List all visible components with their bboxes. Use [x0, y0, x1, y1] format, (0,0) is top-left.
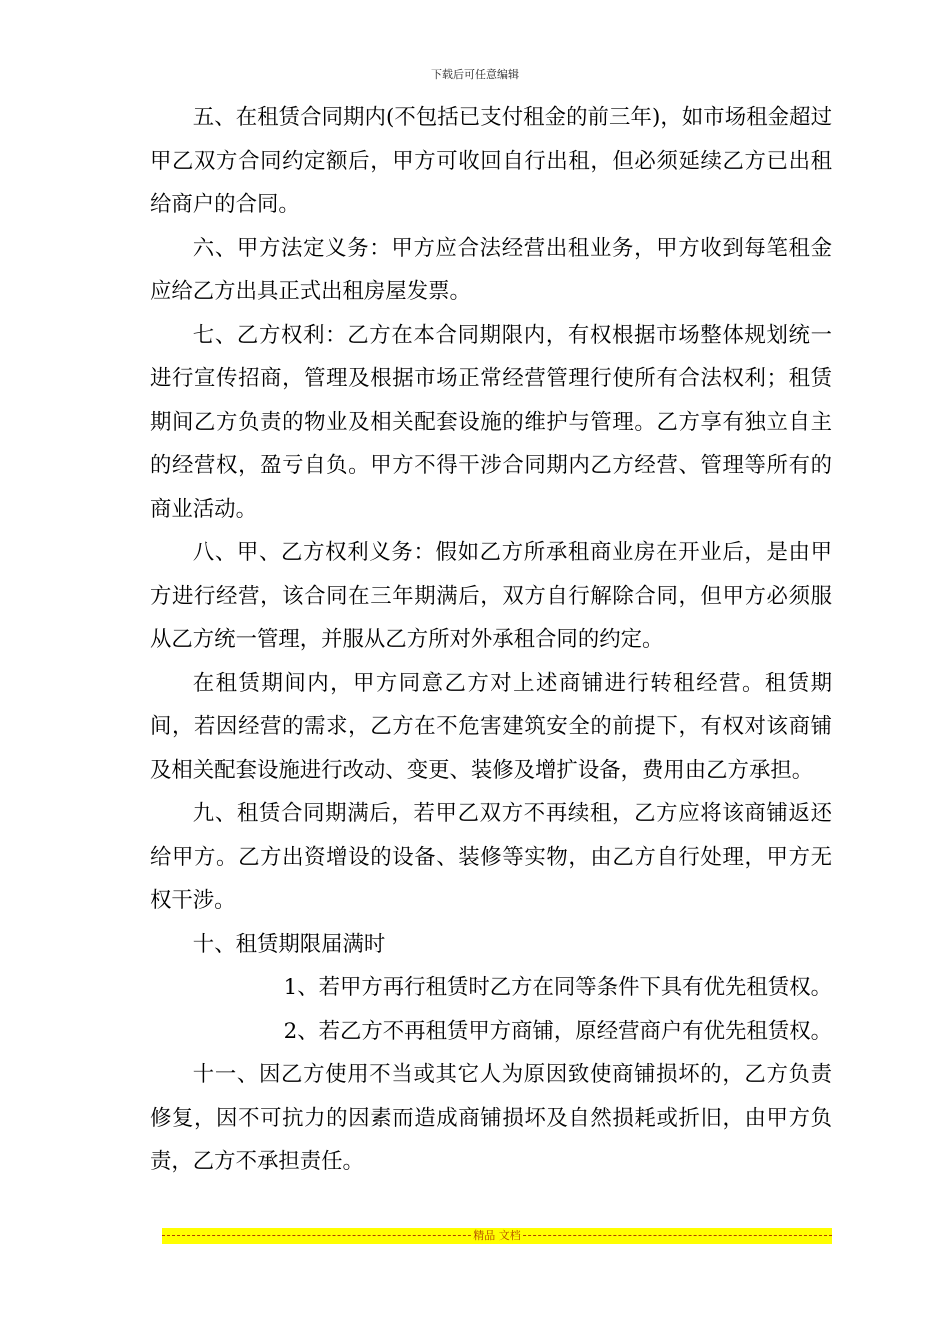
- clause-5: 五、在租赁合同期内(不包括已支付租金的前三年)，如市场租金超过甲乙双方合同约定额后，甲方可收回自行出租，但必须延续乙方已出租给商户的合同。: [150, 105, 832, 217]
- clause-11: 十一、因乙方使用不当或其它人为原因致使商铺损坏的，乙方负责修复，因不可抗力的因素而造成商铺损坏及自然损耗或折旧，由甲方负责，乙方不承担责任。: [150, 1062, 832, 1174]
- clause-6: 六、甲方法定义务：甲方应合法经营出租业务，甲方收到每笔租金应给乙方出具正式出租房屋发票。: [150, 235, 832, 304]
- sublease-paragraph: 在租赁期间内，甲方同意乙方对上述商铺进行转租经营。租赁期间，若因经营的需求，乙方在不危害建筑安全的前提下，有权对该商铺及相关配套设施进行改动、变更、装修及增扩设备，费用由乙方承担。: [150, 670, 832, 783]
- clause-8: 八、甲、乙方权利义务：假如乙方所承租商业房在开业后，是由甲方进行经营，该合同在三年期满后，双方自行解除合同，但甲方必须服从乙方统一管理，并服从乙方所对外承租合同的约定。: [150, 540, 832, 652]
- clause-10-item-1: 1、若甲方再行租赁时乙方在同等条件下具有优先租赁权。: [283, 975, 832, 1000]
- footer-label: 精品 文档: [473, 1229, 521, 1242]
- footer-banner: [162, 1228, 832, 1244]
- document-body: [150, 96, 832, 1184]
- page-header: 下载后可任意编辑: [431, 68, 519, 81]
- clause-10-heading: 十、租赁期限届满时: [192, 931, 386, 957]
- clause-9: 九、租赁合同期满后，若甲乙双方不再续租，乙方应将该商铺返还给甲方。乙方出资增设的设备、装修等实物，由乙方自行处理，甲方无权干涉。: [150, 801, 832, 913]
- clause-10-item-2: 2、若乙方不再租赁甲方商铺，原经营商户有优先租赁权。: [283, 1018, 832, 1044]
- clause-7: 七、乙方权利：乙方在本合同期限内，有权根据市场整体规划统一进行宣传招商，管理及根据市场正常经营管理行使所有合法权利；租赁期间乙方负责的物业及相关配套设施的维护与管理。乙方享有独立自主的经营权，盈亏自负。甲方不得干涉合同期内乙方经营、管理等所有的商业活动。: [150, 322, 832, 522]
